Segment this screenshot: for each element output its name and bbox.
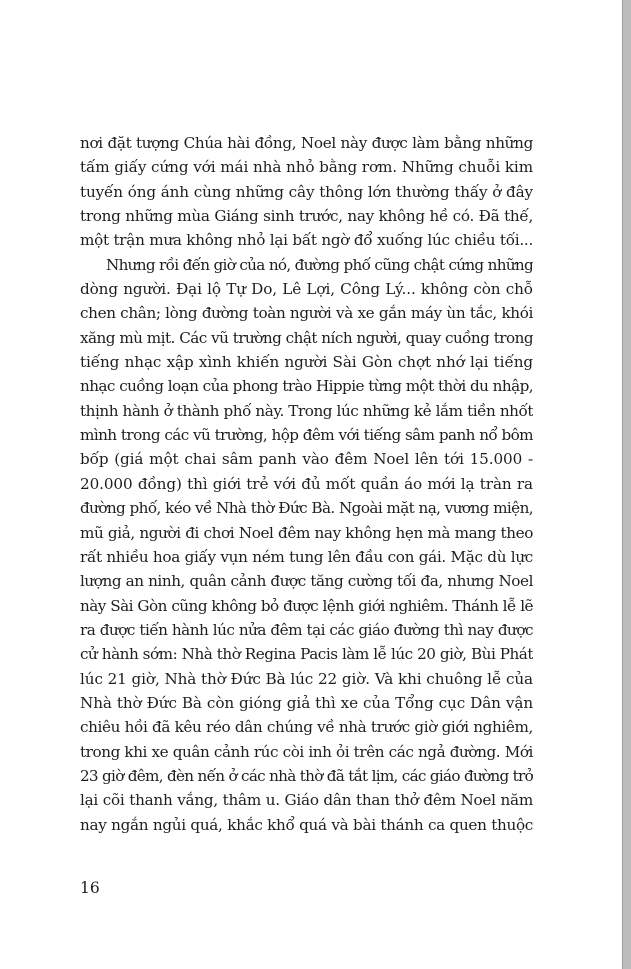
text-line: nơi đặt tượng Chúa hài đồng, Noel này được làm bằng những (80, 134, 533, 152)
text-line: này Sài Gòn cũng không bỏ được lệnh giới nghiêm. Thánh lễ lẽ (80, 596, 533, 615)
text-line: rất nhiều hoa giấy vụn ném tung lên đầu con gái. Mặc dù lực (80, 547, 533, 566)
text-line: tuyến óng ánh cùng những cây thông lớn thường thấy ở đây (80, 182, 533, 201)
text-line: bốp (giá một chai sâm panh vào đêm Noel lên tới 15.000 - (80, 450, 533, 469)
text-line: trong khi xe quân cảnh rúc còi inh ỏi trên các ngả đường. Mới (80, 742, 533, 761)
paragraph-1 (80, 131, 533, 253)
text-line: nhạc cuồng loạn của phong trào Hippie từng một thời du nhập, (80, 377, 533, 396)
paragraph-2 (80, 253, 533, 837)
text-line: trong những mùa Giáng sinh trước, nay không hề có. Đã thế, (80, 207, 533, 226)
body-text (80, 131, 533, 837)
text-line: một trận mưa không nhỏ lại bất ngờ đổ xuống lúc chiều tối... (80, 231, 533, 250)
text-line: dòng người. Đại lộ Tự Do, Lê Lợi, Công Lý... không còn chỗ (80, 280, 533, 299)
text-line: nay ngắn ngủi quá, khắc khổ quá và bài thánh ca quen thuộc (80, 815, 533, 834)
text-line: lượng an ninh, quân cảnh được tăng cường tối đa, nhưng Noel (80, 572, 533, 591)
text-line: ra được tiến hành lúc nửa đêm tại các giáo đường thì nay được (80, 620, 533, 639)
text-line: 20.000 đồng) thì giới trẻ với đủ mốt quần áo mới lạ tràn ra (80, 474, 533, 493)
text-line: mình trong các vũ trường, hộp đêm với tiếng sâm panh nổ bôm (80, 426, 533, 445)
text-line: cử hành sớm: Nhà thờ Regina Pacis làm lễ lúc 20 giờ, Bùi Phát (80, 645, 533, 664)
text-line: Nhà thờ Đức Bà còn gióng giả thì xe của Tổng cục Dân vận (80, 693, 533, 712)
text-line: Nhưng rồi đến giờ của nó, đường phố cũng chật cứng những (106, 255, 533, 274)
text-line: tiếng nhạc xập xình khiến người Sài Gòn chợt nhớ lại tiếng (80, 353, 533, 372)
text-line: lại cõi thanh vắng, thâm u. Giáo dân than thở đêm Noel năm (80, 791, 533, 810)
page-edge (622, 0, 631, 969)
text-line: đường phố, kéo về Nhà thờ Đức Bà. Ngoài mặt nạ, vương miện, (80, 499, 533, 518)
text-line: chen chân; lòng đường toàn người và xe gắn máy ùn tắc, khói (80, 304, 533, 323)
text-line: mũ giả, người đi chơi Noel đêm nay không hẹn mà mang theo (80, 523, 533, 542)
page-number: 16 (80, 879, 100, 897)
text-line: 23 giờ đêm, đèn nến ở các nhà thờ đã tắt lịm, các giáo đường trở (80, 766, 533, 785)
text-line: lúc 21 giờ, Nhà thờ Đức Bà lúc 22 giờ. Và khi chuông lễ của (80, 669, 533, 688)
text-line: thịnh hành ở thành phố này. Trong lúc những kẻ lắm tiền nhốt (80, 401, 533, 420)
text-line: chiêu hồi đã kêu réo dân chúng về nhà trước giờ giới nghiêm, (80, 718, 533, 737)
text-line: xăng mù mịt. Các vũ trường chật ních người, quay cuồng trong (80, 328, 533, 347)
text-line: tấm giấy cứng với mái nhà nhỏ bằng rơm. Những chuỗi kim (80, 158, 533, 177)
